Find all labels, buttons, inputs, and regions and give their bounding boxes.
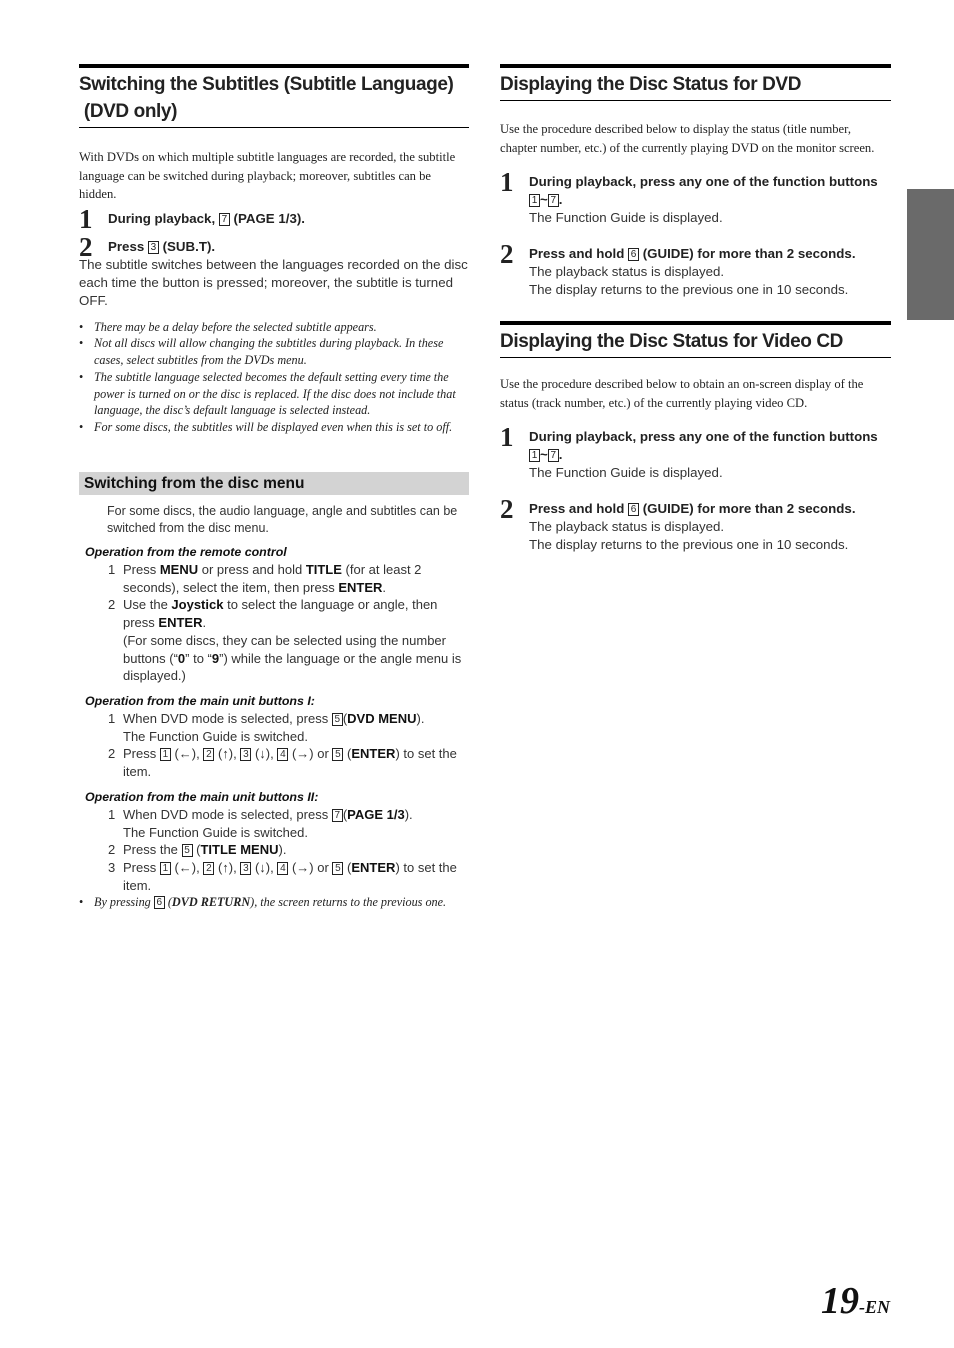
note-item: • There may be a delay before the selected subtitle appears.	[79, 319, 469, 336]
unit2-step-1: 1 When DVD mode is selected, press 7 (PAGE 1/3). The Function Guide is switched.	[108, 806, 413, 840]
title-line-2: (DVD only)	[83, 101, 177, 122]
key-6-icon: 6	[628, 248, 639, 261]
step-number: 1	[500, 167, 514, 197]
key-7-icon: 7	[219, 213, 230, 226]
note-item: • By pressing 6 (DVD RETURN), the screen returns to the previous one.	[79, 894, 469, 911]
note-item: • For some discs, the subtitles will be displayed even when this is set to off.	[79, 419, 469, 436]
vcd-status-intro: Use the procedure described below to obtain an on-screen display of the status (track number, etc.) of the currently playing video CD.	[500, 377, 864, 410]
remote-heading: Operation from the remote control	[85, 545, 287, 560]
key-7-icon: 7	[548, 194, 559, 207]
unit2-step-3: 3 Press 1 (←), 2 (↑), 3 (↓), 4 (→) or 5 (ENTER) to set the item.	[108, 859, 457, 893]
key-1-icon: 1	[529, 194, 540, 207]
remote-steps	[79, 561, 469, 685]
step-number: 2	[79, 231, 93, 262]
unit1-heading: Operation from the main unit buttons I:	[85, 694, 315, 708]
unit2-heading: Operation from the main unit buttons II:	[85, 789, 319, 804]
key-5-icon: 5	[332, 713, 343, 726]
remote-step-2: 2 Use the Joystick to select the language or angle, then press ENTER. (For some discs, they can be selected using the number buttons (“0” to “9”) while the language or the angle menu is displayed.)	[108, 597, 462, 684]
key-5-icon: 5	[332, 748, 343, 761]
key-4-icon: 4	[277, 862, 288, 875]
key-1-icon: 1	[160, 862, 171, 875]
right-column	[500, 64, 891, 554]
note-item: • Not all discs will allow changing the subtitles during playback. In these cases, select subtitles from the DVDs menu.	[79, 335, 469, 369]
key-3-icon: 3	[148, 241, 159, 254]
subtitle-step-1: 1 During playback, 7 (PAGE 1/3).	[79, 203, 305, 234]
unit1-step-2: 2 Press 1 (←), 2 (↑), 3 (↓), 4 (→) or 5 (ENTER) to set the item.	[108, 746, 457, 780]
unit2-step-2: 2 Press the 5 (TITLE MENU).	[108, 842, 287, 858]
key-2-icon: 2	[203, 748, 214, 761]
vcd-status-title: Displaying the Disc Status for Video CD	[500, 321, 891, 358]
subtitle-section-title	[79, 64, 469, 128]
unit1-steps	[79, 710, 469, 781]
dvd-status-intro: Use the procedure described below to display the status (title number, chapter number, etc.) of the currently playing DVD on the monitor screen.	[500, 122, 875, 155]
final-note	[79, 894, 469, 911]
key-7-icon: 7	[548, 449, 559, 462]
unit2-steps	[79, 806, 469, 895]
step-number: 2	[500, 239, 514, 269]
disc-menu-subheading: Switching from the disc menu	[79, 472, 469, 495]
subtitle-step-2-result: The subtitle switches between the languages recorded on the disc each time the button is pressed; moreover, the subtitle is turned OFF.	[79, 256, 468, 308]
key-3-icon: 3	[240, 748, 251, 761]
unit1-step-1: 1 When DVD mode is selected, press 5 (DVD MENU). The Function Guide is switched.	[108, 711, 425, 744]
key-6-icon: 6	[154, 896, 165, 909]
vcd-step-2: 2 Press and hold 6 (GUIDE) for more than 2 seconds. The playback status is displayed. The display returns to the previous one in 10 seconds.	[500, 494, 856, 552]
remote-step-1: 1 Press MENU or press and hold TITLE (for at least 2 seconds), select the item, then press ENTER.	[108, 562, 422, 595]
key-1-icon: 1	[529, 449, 540, 462]
dvd-status-title: Displaying the Disc Status for DVD	[500, 64, 891, 101]
step-number: 2	[500, 494, 514, 524]
section-tab	[907, 189, 954, 320]
key-5-icon: 5	[332, 862, 343, 875]
subtitle-intro: With DVDs on which multiple subtitle languages are recorded, the subtitle language can be switched during playback; moreover, subtitles can be hidden.	[79, 150, 456, 201]
key-6-icon: 6	[628, 503, 639, 516]
dvd-step-1: 1 During playback, press any one of the function buttons 1 ~ 7 . The Function Guide is displayed.	[500, 167, 878, 225]
key-2-icon: 2	[203, 862, 214, 875]
key-5-icon: 5	[182, 844, 193, 857]
key-4-icon: 4	[277, 748, 288, 761]
key-3-icon: 3	[240, 862, 251, 875]
key-7-icon: 7	[332, 809, 343, 822]
vcd-step-1: 1 During playback, press any one of the function buttons 1 ~ 7 . The Function Guide is displayed.	[500, 422, 878, 480]
note-item: • The subtitle language selected becomes the default setting every time the power is turned on or the disc is replaced. If the disc does not include that language, the disc’s default language is selected instead.	[79, 369, 469, 419]
key-1-icon: 1	[160, 748, 171, 761]
left-column	[79, 64, 469, 911]
title-line-1: Switching the Subtitles (Subtitle Language)	[79, 74, 454, 95]
subtitle-notes	[79, 319, 469, 437]
disc-menu-intro: For some discs, the audio language, angle and subtitles can be switched from the disc menu.	[107, 504, 458, 536]
dvd-step-2: 2 Press and hold 6 (GUIDE) for more than 2 seconds. The playback status is displayed. The display returns to the previous one in 10 seconds.	[500, 239, 856, 297]
page-number: 19-EN	[821, 1280, 890, 1322]
step-number: 1	[79, 203, 93, 234]
subtitle-step-2: 2 Press 3 (SUB.T).	[79, 231, 216, 262]
step-number: 1	[500, 422, 514, 452]
